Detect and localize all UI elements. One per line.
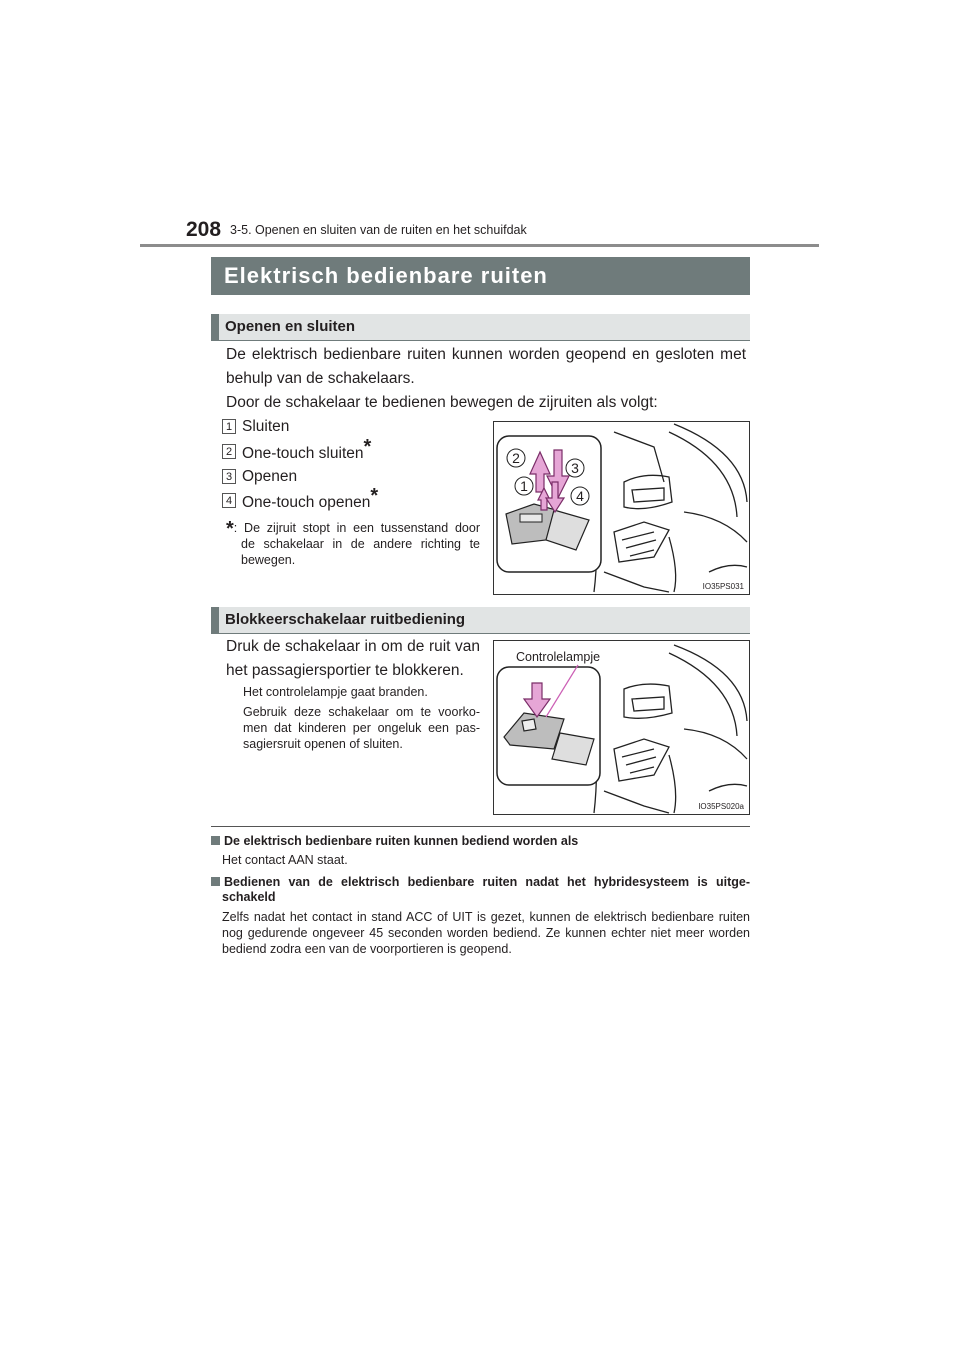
lock-switch-illustration <box>494 641 749 814</box>
figure-code: IO35PS031 <box>702 582 744 591</box>
lock-line-2: het passagiersportier te blokkeren. <box>226 662 464 679</box>
running-title: 3-5. Openen en sluiten van de ruiten en het schuifdak <box>230 223 527 237</box>
page-number: 208 <box>186 218 222 241</box>
note-heading-2: Bedienen van de elektrisch bedienbare ruiten nadat het hybridesysteem is uitge- schakeld <box>211 875 750 905</box>
subsection-rule <box>211 340 750 341</box>
dashboard-illustration <box>494 422 749 594</box>
item-number: 4 <box>222 493 236 508</box>
footnote-line-1: : De zijruit stopt in een tussenstand door <box>233 521 480 535</box>
asterisk: * <box>370 485 379 507</box>
figure-label-2: 2 <box>512 450 520 466</box>
footnote-line-3: bewegen. <box>241 553 296 567</box>
section-title: Elektrisch bedienbare ruiten <box>211 257 750 295</box>
footnote <box>226 518 480 568</box>
lock-note-2-line-1: Gebruik deze schakelaar om te voorko- <box>243 705 480 719</box>
figure-label-3: 3 <box>571 460 579 476</box>
header-rule <box>140 244 819 247</box>
item-label: One-touch openen <box>242 494 371 511</box>
bullet-square-icon <box>211 836 220 845</box>
item-label: Openen <box>242 468 298 485</box>
item-number: 3 <box>222 469 236 484</box>
item-label: Sluiten <box>242 418 290 435</box>
lock-line-1: Druk de schakelaar in om de ruit van <box>226 638 480 655</box>
figure-label-4: 4 <box>576 488 584 504</box>
lock-note-2-line-3: sagiersruit openen of sluiten. <box>243 737 403 751</box>
note-heading-1: De elektrisch bedienbare ruiten kunnen bediend worden als <box>211 834 578 849</box>
figure-label-1: 1 <box>520 478 528 494</box>
subsection-rule <box>211 633 750 634</box>
footnote-line-2: de schakelaar in de andere richting te <box>241 537 480 551</box>
intro-line-1: De elektrisch bedienbare ruiten kunnen worden geopend en gesloten met <box>226 346 746 363</box>
lock-note-2-line-2: men dat kinderen per ongeluk een pas- <box>243 721 480 735</box>
note-body-2: Zelfs nadat het contact in stand ACC of UIT is gezet, kunnen de elektrisch bedienbare ruiten nog gedurende ongeveer 45 seconden worden bediend. Ze kunnen echter niet meer worden bediend zodra een van de voorportieren is geopend. <box>222 910 750 956</box>
asterisk: * <box>363 436 372 458</box>
lock-note-2 <box>243 704 480 752</box>
intro-2: Door de schakelaar te bedienen bewegen de zijruiten als volgt: <box>226 394 658 411</box>
subsection-heading-open-close: Openen en sluiten <box>211 314 750 340</box>
lock-note-1: Het controlelampje gaat branden. <box>243 685 428 699</box>
notes-separator <box>211 826 750 827</box>
item-number: 1 <box>222 419 236 434</box>
subsection-heading-lock-switch: Blokkeerschakelaar ruitbediening <box>211 607 750 633</box>
figure-label-indicator: Controlelampje <box>516 650 601 664</box>
figure-code: IO35PS020a <box>698 802 744 811</box>
footnote-mark: * <box>226 518 234 540</box>
item-number: 2 <box>222 444 236 459</box>
bullet-square-icon <box>211 877 220 886</box>
window-switch-figure <box>493 421 750 595</box>
lock-switch-figure <box>493 640 750 815</box>
intro-line-2: behulp van de schakelaars. <box>226 370 415 387</box>
note-body-1: Het contact AAN staat. <box>222 853 348 867</box>
item-label: One-touch sluiten <box>242 445 364 462</box>
